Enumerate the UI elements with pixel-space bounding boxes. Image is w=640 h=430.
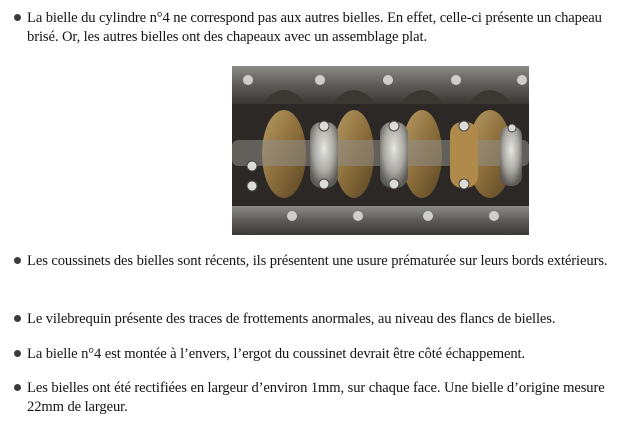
bullet-icon: [14, 257, 21, 264]
paragraph-text: Le vilebrequin présente des traces de frottements anormales, au niveau des flancs de bielles.: [27, 311, 556, 327]
engine-block-photo: [232, 66, 529, 235]
bullet-icon: [14, 384, 21, 391]
paragraph-text: La bielle n°4 est montée à l’envers, l’ergot du coussinet devrait être côté échappement.: [27, 346, 526, 362]
paragraph-rectification: [14, 379, 629, 417]
paragraph-coussinets: [14, 252, 629, 271]
paragraph-bielle-4-chapeau: [14, 9, 629, 47]
paragraph-text: Les bielles ont été rectifiées en largeur d’environ 1mm, sur chaque face. Une bielle d’origine mesure 22mm de largeur.: [27, 380, 605, 415]
paragraph-bielle-4-envers: [14, 345, 629, 364]
bullet-icon: [14, 350, 21, 357]
paragraph-text: La bielle du cylindre n°4 ne correspond pas aux autres bielles. En effet, celle-ci présente un chapeau brisé. Or, les autres bielles ont des chapeaux avec un assemblage plat.: [27, 10, 602, 45]
bullet-icon: [14, 315, 21, 322]
paragraph-text: Les coussinets des bielles sont récents, ils présentent une usure prématurée sur leurs bords extérieurs.: [27, 253, 608, 269]
bullet-icon: [14, 14, 21, 21]
paragraph-vilebrequin: [14, 310, 629, 329]
